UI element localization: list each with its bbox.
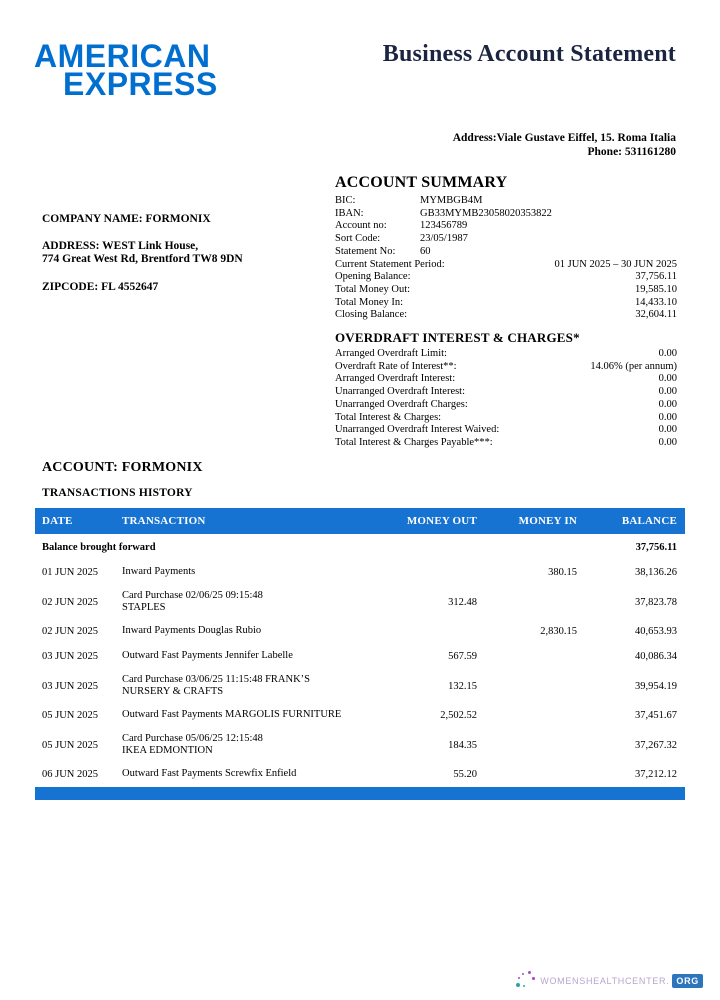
account-summary-section [335, 174, 677, 322]
cell-balance: 37,451.67 [635, 710, 677, 721]
cell-money-in: 2,830.15 [540, 626, 577, 637]
cell-balance: 40,086.34 [635, 651, 677, 662]
table-row [35, 762, 685, 787]
summary-row-period [335, 259, 677, 272]
cell-money-in: 380.15 [548, 567, 577, 578]
cell-balance: 40,653.93 [635, 626, 677, 637]
cell-money-out: 184.35 [448, 739, 477, 751]
account-heading: ACCOUNT: FORMONIX [42, 460, 203, 475]
overdraft-value: 0.00 [658, 373, 677, 385]
col-header-money-in: MONEY IN [518, 515, 577, 527]
overdraft-label: Total Interest & Charges Payable***: [335, 436, 493, 448]
cell-balance: 39,954.19 [635, 680, 677, 692]
watermark-footer [516, 971, 703, 990]
summary-label: IBAN: [335, 207, 364, 219]
cell-date: 01 JUN 2025 [42, 567, 99, 578]
document-title: Business Account Statement [382, 41, 676, 67]
watermark-brand-text: WOMENSHEALTHCENTER. [540, 975, 670, 986]
table-row [35, 669, 685, 703]
overdraft-label: Overdraft Rate of Interest**: [335, 360, 457, 372]
womenshealthcenter-logo-icon [516, 971, 537, 990]
summary-value: GB33MYMB23058020353822 [420, 207, 552, 219]
overdraft-row [335, 424, 677, 437]
cell-date: 05 JUN 2025 [42, 739, 99, 751]
table-row [35, 728, 685, 762]
overdraft-heading: OVERDRAFT INTEREST & CHARGES* [335, 330, 580, 345]
cell-balance: 37,212.12 [635, 769, 677, 780]
summary-row-bic [335, 195, 677, 208]
contact-block [453, 131, 676, 159]
cell-date: 06 JUN 2025 [42, 769, 99, 780]
cell-money-out: 55.20 [453, 769, 477, 780]
cell-date: 02 JUN 2025 [42, 626, 99, 637]
summary-value: 37,756.11 [635, 271, 677, 283]
amex-logo-line2: EXPRESS [63, 66, 218, 102]
overdraft-label: Unarranged Overdraft Charges: [335, 398, 468, 410]
company-block [42, 213, 243, 294]
cell-transaction: Outward Fast Payments MARGOLIS FURNITURE [122, 709, 342, 721]
overdraft-row [335, 386, 677, 399]
cell-date: 03 JUN 2025 [42, 651, 99, 662]
company-address-line2: 774 Great West Rd, Brentford TW8 9DN [42, 253, 243, 265]
summary-value: 123456789 [420, 220, 468, 232]
overdraft-value: 14.06% (per annum) [590, 360, 677, 372]
overdraft-value: 0.00 [658, 386, 677, 398]
cell-balance: 37,823.78 [635, 596, 677, 608]
cell-transaction: Card Purchase 05/06/25 12:15:48 IKEA EDMONTION [122, 732, 263, 756]
overdraft-label: Unarranged Overdraft Interest Waived: [335, 424, 500, 436]
transactions-table [35, 508, 685, 800]
cell-money-out: 132.15 [448, 680, 477, 692]
overdraft-section [335, 330, 677, 450]
summary-label: Account no: [335, 220, 387, 232]
cell-transaction: Outward Fast Payments Screwfix Enfield [122, 768, 297, 780]
summary-row-statement-no [335, 246, 677, 259]
amex-logo [34, 38, 218, 102]
table-header-row [35, 508, 685, 534]
company-zipcode: ZIPCODE: FL 4552647 [42, 281, 159, 293]
table-row [35, 703, 685, 728]
summary-label: Sort Code: [335, 233, 381, 245]
watermark-org-badge: ORG [672, 974, 703, 988]
summary-row-iban [335, 208, 677, 221]
overdraft-row [335, 399, 677, 412]
cell-date: 03 JUN 2025 [42, 680, 99, 692]
summary-row-opening-balance [335, 271, 677, 284]
cell-balance: 38,136.26 [635, 567, 677, 578]
cell-balance: 37,267.32 [635, 739, 677, 751]
cell-transaction: Card Purchase 02/06/25 09:15:48 STAPLES [122, 589, 263, 613]
cell-money-out: 567.59 [448, 651, 477, 662]
amex-logo-line1: AMERICAN [34, 38, 211, 74]
cell-transaction: Inward Payments Douglas Rubio [122, 625, 262, 637]
summary-label: BIC: [335, 195, 356, 206]
overdraft-value: 0.00 [658, 436, 677, 448]
summary-value: 23/05/1987 [420, 233, 468, 245]
col-header-balance: BALANCE [621, 515, 677, 527]
summary-label: Total Money In: [335, 296, 404, 308]
brought-forward-label: Balance brought forward [42, 541, 156, 553]
col-header-money-out: MONEY OUT [406, 515, 477, 527]
table-row [35, 585, 685, 619]
overdraft-label: Total Interest & Charges: [335, 411, 442, 423]
overdraft-value: 0.00 [658, 411, 677, 423]
overdraft-value: 0.00 [658, 398, 677, 410]
summary-row-account-no [335, 220, 677, 233]
cell-transaction: Card Purchase 03/06/25 11:15:48 FRANK’S NURSERY & CRAFTS [122, 673, 311, 697]
col-header-date: DATE [42, 515, 73, 527]
company-name: COMPANY NAME: FORMONIX [42, 213, 211, 225]
overdraft-row [335, 361, 677, 374]
table-row [35, 619, 685, 644]
summary-value: 14,433.10 [635, 296, 677, 308]
summary-label: Closing Balance: [335, 309, 408, 321]
summary-row-total-money-in [335, 297, 677, 310]
summary-value: 32,604.11 [635, 309, 677, 321]
cell-date: 02 JUN 2025 [42, 596, 99, 608]
summary-row-total-money-out [335, 284, 677, 297]
col-header-transaction: TRANSACTION [122, 515, 206, 527]
summary-label: Opening Balance: [335, 271, 411, 283]
summary-value: 01 JUN 2025 – 30 JUN 2025 [554, 258, 677, 270]
summary-value: 19,585.10 [635, 283, 677, 295]
contact-address: Address:Viale Gustave Eiffel, 15. Roma Italia [452, 132, 676, 144]
overdraft-value: 0.00 [658, 348, 677, 359]
table-bottom-bar [35, 787, 685, 800]
brought-forward-balance: 37,756.11 [635, 541, 677, 553]
summary-row-closing-balance [335, 309, 677, 322]
overdraft-label: Unarranged Overdraft Interest: [335, 386, 466, 398]
summary-label: Total Money Out: [335, 283, 411, 295]
cell-date: 05 JUN 2025 [42, 710, 99, 721]
summary-row-sort-code [335, 233, 677, 246]
table-row [35, 644, 685, 669]
overdraft-label: Arranged Overdraft Limit: [335, 348, 447, 359]
cell-transaction: Inward Payments [122, 566, 196, 578]
cell-transaction: Outward Fast Payments Jennifer Labelle [122, 650, 293, 662]
overdraft-label: Arranged Overdraft Interest: [335, 373, 456, 385]
overdraft-row [335, 412, 677, 425]
summary-label: Statement No: [335, 245, 396, 257]
overdraft-row [335, 437, 677, 450]
summary-value: 60 [420, 245, 431, 257]
summary-label: Current Statement Period: [335, 258, 445, 270]
cell-money-out: 312.48 [448, 596, 477, 608]
cell-money-out: 2,502.52 [440, 710, 477, 721]
company-address-line1: ADDRESS: WEST Link House, [42, 240, 199, 252]
overdraft-value: 0.00 [658, 424, 677, 436]
overdraft-row [335, 348, 677, 361]
table-row [35, 560, 685, 585]
account-summary-heading: ACCOUNT SUMMARY [335, 174, 508, 191]
transactions-heading: TRANSACTIONS HISTORY [42, 487, 193, 499]
balance-brought-forward-row [35, 534, 685, 560]
summary-value: MYMBGB4M [420, 195, 483, 206]
contact-phone: Phone: 531161280 [587, 146, 676, 158]
overdraft-row [335, 373, 677, 386]
